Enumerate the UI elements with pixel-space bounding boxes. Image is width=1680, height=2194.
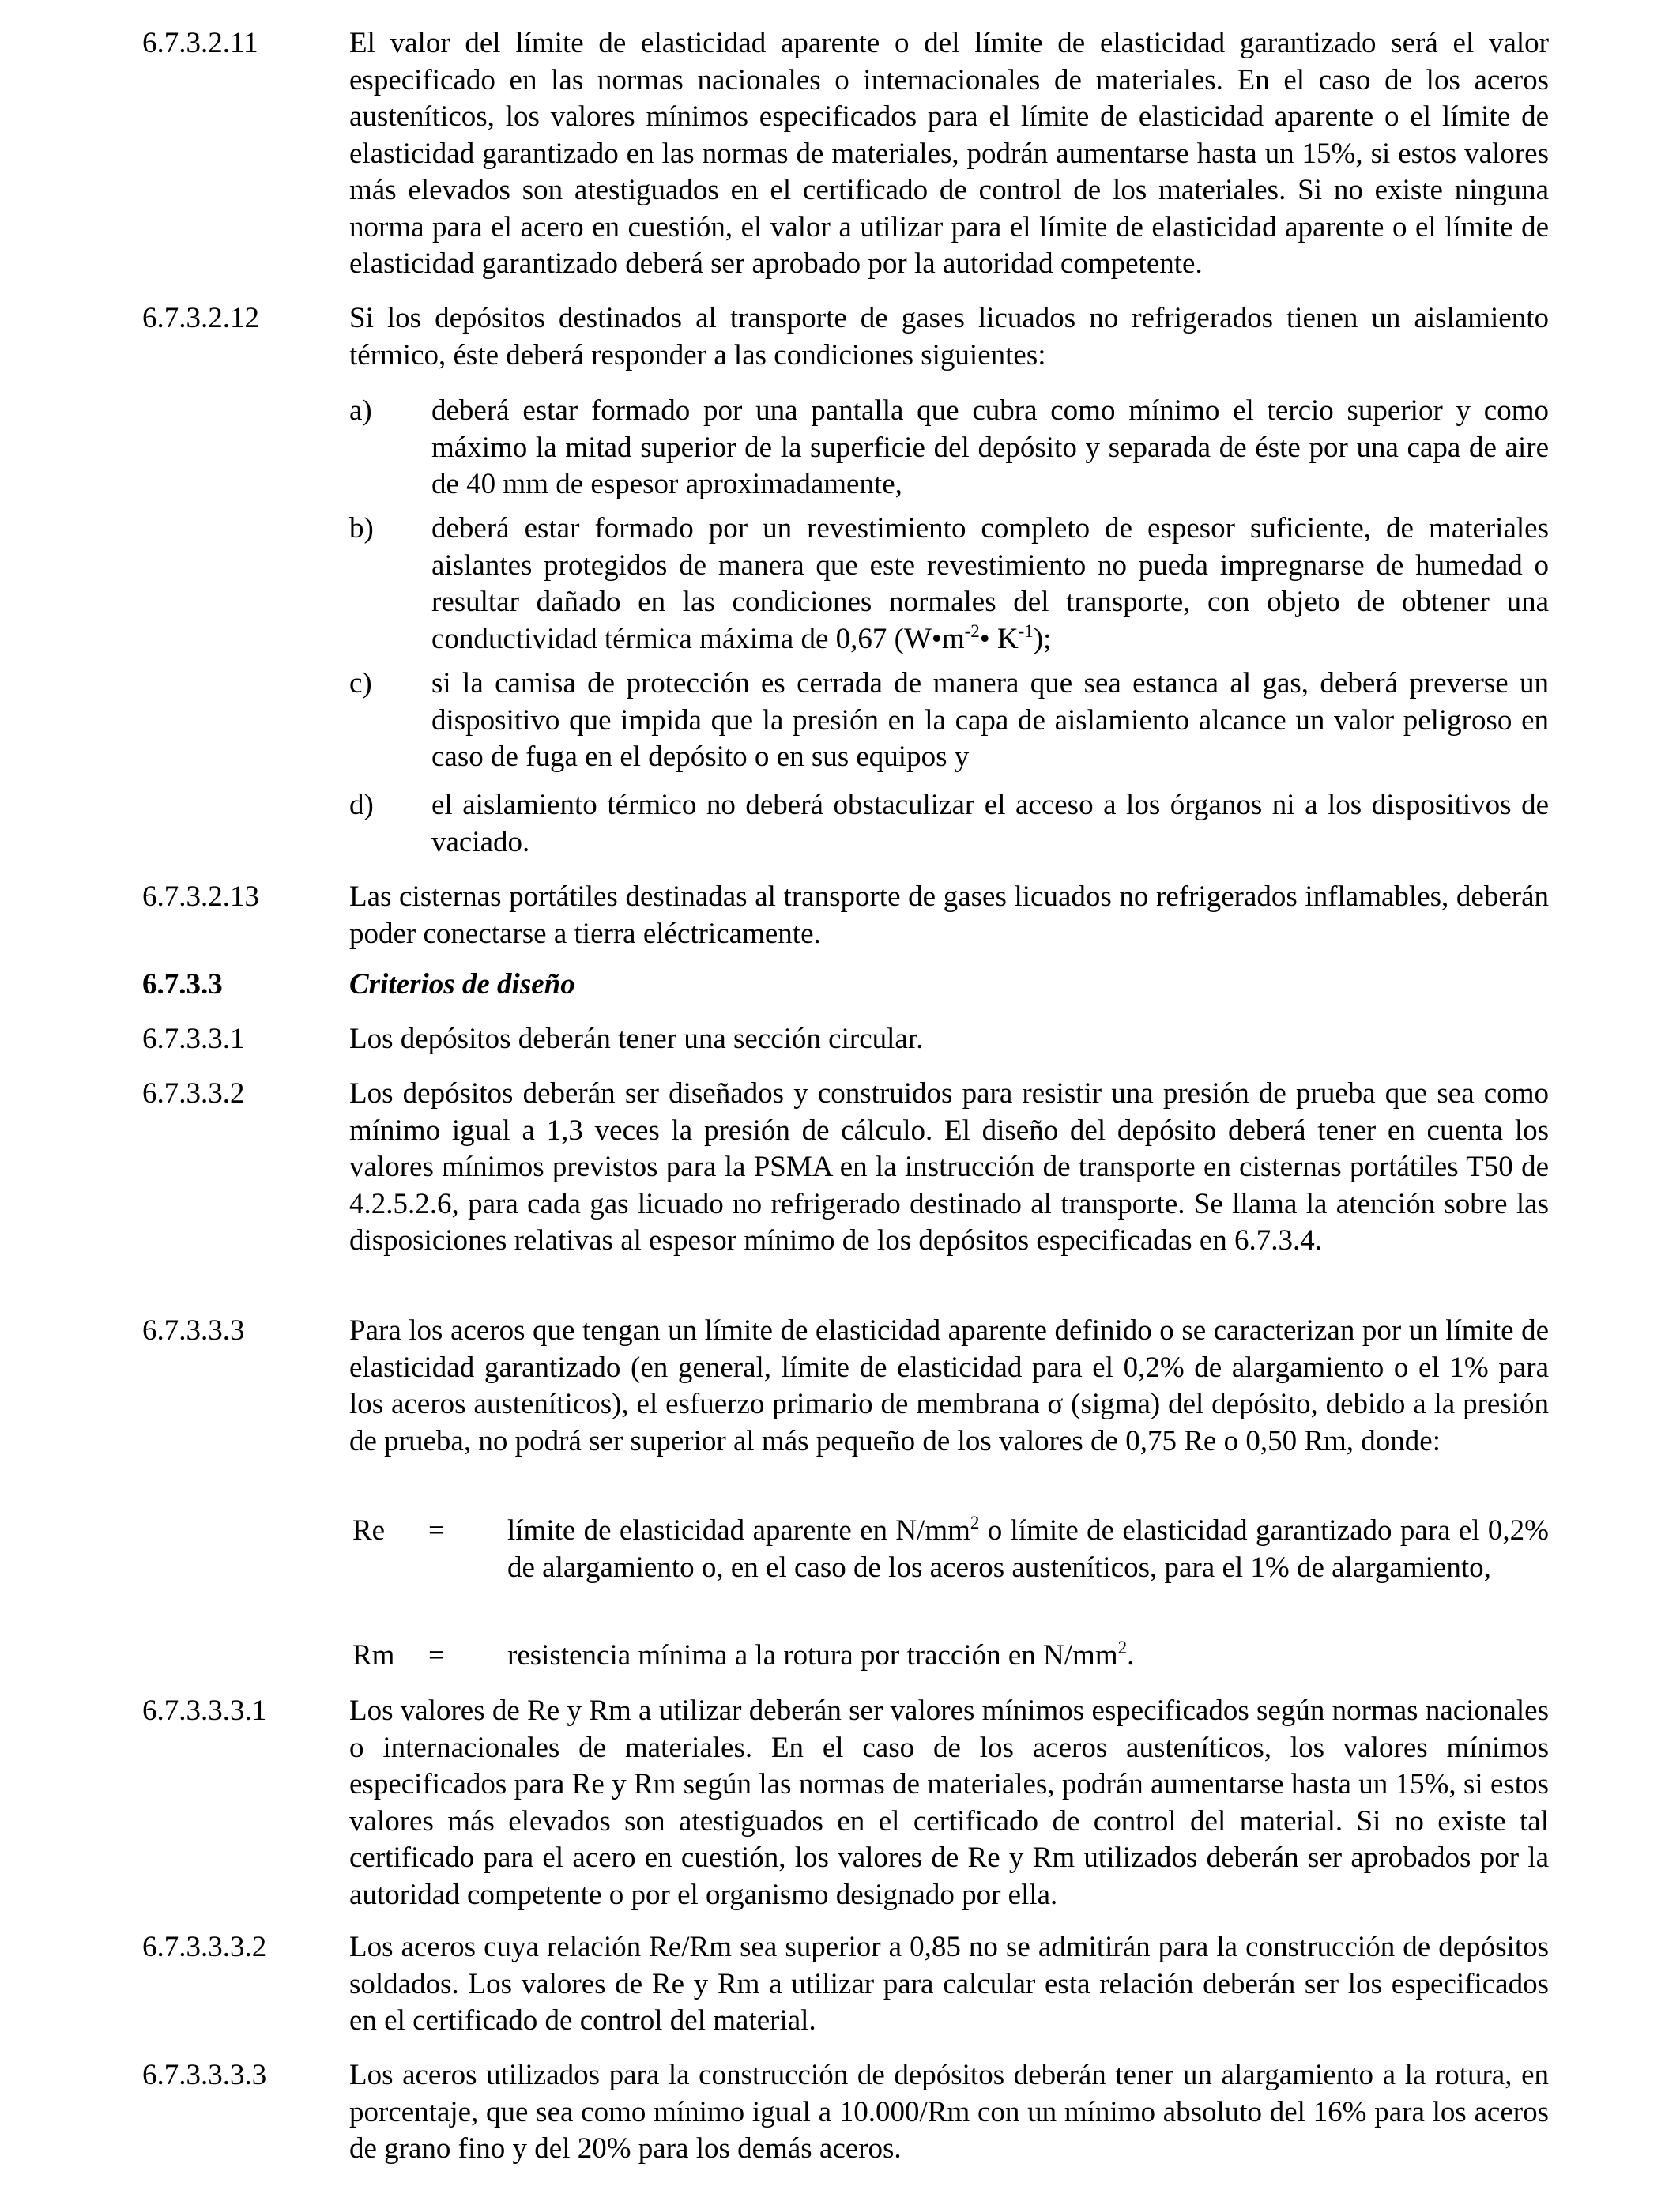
paragraph-number: 6.7.3.2.13 — [142, 880, 259, 913]
paragraph-number: 6.7.3.3.3.3 — [142, 2059, 267, 2091]
paragraph-6-7-3-3-2 — [142, 1076, 1549, 1260]
list-item-c — [349, 665, 1549, 776]
list-item-text: deberá estar formado por un revestimiento completo de espesor suficiente, de materiales aislantes protegidos de manera que este revestimiento no pueda impregnarse de humedad o resultar dañado en las condiciones normales del transporte, con objeto de obtener una conductividad térmica máxima de 0,67 ($W•m^{-2}•$ $K^{-1}$); — [431, 512, 1549, 655]
list-item-d — [349, 787, 1549, 861]
paragraph-6-7-3-2-11 — [142, 25, 1549, 283]
paragraph-number: 6.7.3.2.11 — [142, 27, 258, 59]
paragraph-number: 6.7.3.3.3.1 — [142, 1695, 267, 1727]
paragraph-text: Los depósitos deberán ser diseñados y construidos para resistir una presión de prueba que sea como mínimo igual a 1,3 veces la presión de cálculo. El diseño del depósito deberá tener en cuenta los valores mínimos previstos para la PSMA en la instrucción de transporte en cisternas portátiles T50 de 4.2.5.2.6, para cada gas licuado no refrigerado destinado al transporte. Se llama la atención sobre las disposiciones relativas al espesor mínimo de los depósitos especificadas en 6.7.3.4. — [349, 1077, 1549, 1257]
paragraph-6-7-3-3-3-3 — [142, 2057, 1549, 2168]
paragraph-6-7-3-3-3 — [142, 1313, 1549, 1460]
definition-equals: = — [428, 1514, 445, 1547]
definition-re — [349, 1513, 1549, 1586]
list-marker: d) — [349, 789, 374, 821]
paragraph-number: 6.7.3.3.2 — [142, 1077, 245, 1110]
section-number: 6.7.3.3 — [142, 968, 223, 1001]
paragraph-text: Los aceros cuya relación Re/Rm sea superior a 0,85 no se admitirán para la construcción de depósitos soldados. Los valores de Re y Rm a utilizar para calcular esta relación deberán ser los especificados en el certificado de control del material. — [349, 1931, 1549, 2037]
section-heading-6-7-3-3 — [142, 967, 1549, 1004]
paragraph-text: Para los aceros que tengan un límite de elasticidad aparente definido o se caracterizan por un límite de elasticidad garantizado (en general, límite de elasticidad para el 0,2% de alargamiento o el 1% para los aceros austeníticos), el esfuerzo primario de membrana σ (sigma) del depósito, debido a la presión de prueba, no podrá ser superior al más pequeño de los valores de 0,75 Re o 0,50 Rm, donde: — [349, 1314, 1549, 1457]
list-item-text: si la camisa de protección es cerrada de manera que sea estanca al gas, deberá preverse un dispositivo que impida que la presión en la capa de aislamiento alcance un valor peligroso en caso de fuga en el depósito o en sus equipos y — [431, 667, 1549, 773]
list-item-b — [349, 511, 1549, 658]
list-marker: b) — [349, 512, 374, 545]
definition-term: Re — [352, 1514, 386, 1547]
paragraph-number: 6.7.3.3.3.2 — [142, 1931, 267, 1963]
paragraph-number: 6.7.3.2.12 — [142, 302, 259, 334]
paragraph-text: El valor del límite de elasticidad aparente o del límite de elasticidad garantizado será el valor especificado en las normas nacionales o internacionales de materiales. En el caso de los aceros austeníticos, los valores mínimos especificados para el límite de elasticidad aparente o el límite de elasticidad garantizado en las normas de materiales, podrán aumentarse hasta un 15%, si estos valores más elevados son atestiguados en el certificado de control de los materiales. Si no existe ninguna norma para el acero en cuestión, el valor a utilizar para el límite de elasticidad aparente o el límite de elasticidad garantizado deberá ser aprobado por la autoridad competente. — [349, 27, 1549, 280]
paragraph-6-7-3-2-12 — [142, 300, 1549, 374]
list-marker: c) — [349, 667, 372, 699]
definition-text: resistencia mínima a la rotura por tracción en $N/mm^2$. — [507, 1637, 1135, 1672]
definition-text: límite de elasticidad aparente en $N/mm^2$ o límite de elasticidad garantizado para el 0,2% de alargamiento o, en el caso de los aceros austeníticos, para el 1% de alargamiento, — [507, 1512, 1549, 1584]
section-title: Criterios de diseño — [349, 968, 575, 1001]
paragraph-6-7-3-2-13 — [142, 879, 1549, 952]
list-marker: a) — [349, 394, 372, 427]
paragraph-6-7-3-3-3-1 — [142, 1693, 1549, 1913]
paragraph-6-7-3-3-3-2 — [142, 1929, 1549, 2040]
paragraph-text: Los depósitos deberán tener una sección circular. — [349, 1023, 924, 1055]
definition-rm — [349, 1638, 1549, 1675]
paragraph-text: Las cisternas portátiles destinadas al transporte de gases licuados no refrigerados inflamables, deberán poder conectarse a tierra eléctricamente. — [349, 880, 1549, 950]
paragraph-text: Los aceros utilizados para la construcción de depósitos deberán tener un alargamiento a la rotura, en porcentaje, que sea como mínimo igual a 10.000/Rm con un mínimo absoluto del 16% para los aceros de grano fino y del 20% para los demás aceros. — [349, 2059, 1549, 2165]
paragraph-6-7-3-3-1 — [142, 1021, 1549, 1058]
list-item-a — [349, 393, 1549, 503]
list-item-text: deberá estar formado por una pantalla que cubra como mínimo el tercio superior y como máximo la mitad superior de la superficie del depósito y separada de éste por una capa de aire de 40 mm de espesor aproximadamente, — [431, 394, 1549, 500]
definition-equals: = — [428, 1639, 445, 1672]
paragraph-text: Si los depósitos destinados al transporte de gases licuados no refrigerados tienen un aislamiento térmico, éste deberá responder a las condiciones siguientes: — [349, 302, 1549, 371]
paragraph-number: 6.7.3.3.1 — [142, 1023, 245, 1055]
paragraph-number: 6.7.3.3.3 — [142, 1314, 245, 1347]
definition-term: Rm — [352, 1639, 395, 1672]
paragraph-text: Los valores de Re y Rm a utilizar deberán ser valores mínimos especificados según normas nacionales o internacionales de materiales. En el caso de los aceros austeníticos, los valores mínimos especificados para Re y Rm según las normas de materiales, podrán aumentarse hasta un 15%, si estos valores más elevados son atestiguados en el certificado de control del material. Si no existe tal certificado para el acero en cuestión, los valores de Re y Rm utilizados deberán ser aprobados por la autoridad competente o por el organismo designado por ella. — [349, 1695, 1549, 1911]
list-item-text: el aislamiento térmico no deberá obstaculizar el acceso a los órganos ni a los dispositivos de vaciado. — [431, 789, 1549, 858]
